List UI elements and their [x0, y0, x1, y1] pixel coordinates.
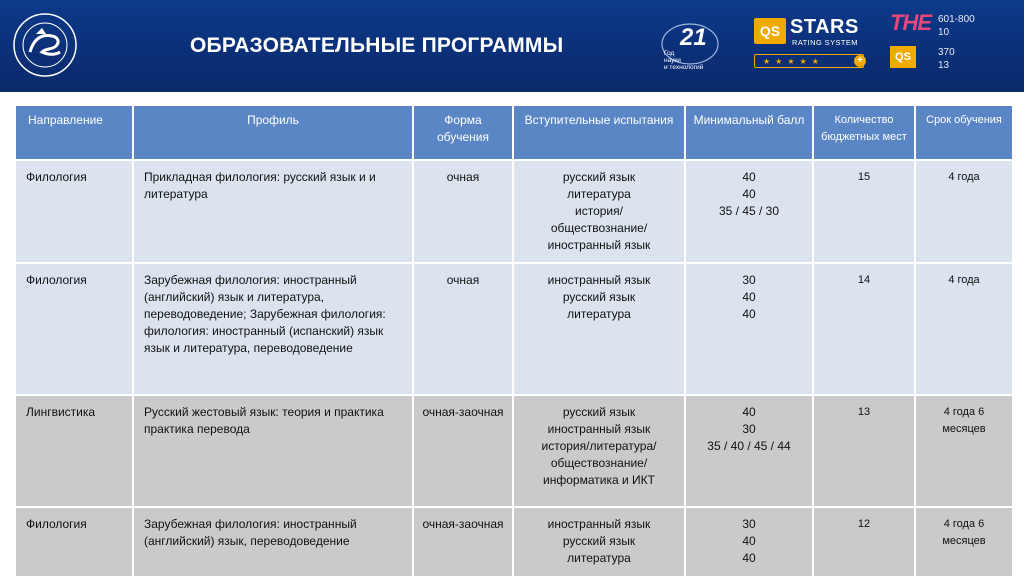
table-row	[15, 160, 1013, 263]
cell-duration: 4 года 6 месяцев	[915, 507, 1013, 577]
col-header-min-score: Минимальный балл	[685, 105, 813, 160]
the-ranking-logo: THE	[890, 10, 931, 35]
cell-budget-places: 12	[813, 507, 915, 577]
table-row	[15, 507, 1013, 577]
cell-duration: 4 года 6 месяцев	[915, 395, 1013, 507]
cell-min-score: 40 30 35 / 40 / 45 / 44	[685, 395, 813, 507]
cell-exams: иностранный язык русский язык литература	[513, 507, 685, 577]
university-emblem	[12, 12, 78, 78]
the-rank-range: 601-800	[938, 14, 975, 25]
cell-profile: Прикладная филология: русский язык и и литература	[133, 160, 413, 263]
cell-min-score: 30 40 40	[685, 507, 813, 577]
qs-rank: 370	[938, 47, 955, 58]
qs-stars-logo	[754, 16, 866, 72]
cell-form: очная-заочная	[413, 507, 513, 577]
qs-rank-sub: 13	[938, 60, 950, 71]
col-header-duration: Срок обучения	[915, 105, 1013, 160]
table-header-row	[15, 105, 1013, 160]
cell-budget-places: 13	[813, 395, 915, 507]
cell-duration: 4 года	[915, 263, 1013, 395]
cell-direction: Филология	[15, 160, 133, 263]
star-plus-icon: +	[854, 55, 866, 67]
cell-exams: русский язык литература история/ обществознание/ иностранный язык	[513, 160, 685, 263]
cell-profile: Зарубежная филология: иностранный (английский) язык, переводоведение	[133, 507, 413, 577]
cell-profile: Русский жестовый язык: теория и практика практика перевода	[133, 395, 413, 507]
stars-subtitle: RATING SYSTEM	[792, 38, 858, 47]
col-header-direction: Направление	[15, 105, 133, 160]
cell-direction: Лингвистика	[15, 395, 133, 507]
cell-duration: 4 года	[915, 160, 1013, 263]
page-title: ОБРАЗОВАТЕЛЬНЫЕ ПРОГРАММЫ	[190, 34, 564, 57]
the-rank-sub: 10	[938, 27, 950, 38]
star-rating-icon: ★★★★★	[754, 54, 864, 68]
cell-min-score: 40 40 35 / 45 / 30	[685, 160, 813, 263]
year-badge-text: Год науки и технологий	[664, 50, 704, 71]
col-header-exams: Вступительные испытания	[513, 105, 685, 160]
cell-exams: иностранный язык русский язык литература	[513, 263, 685, 395]
table-row	[15, 395, 1013, 507]
col-header-budget-places: Количество бюджетных мест	[813, 105, 915, 160]
cell-exams: русский язык иностранный язык история/литература/ обществознание/ информатика и ИКТ	[513, 395, 685, 507]
year-badge-number: 21	[680, 24, 707, 51]
cell-budget-places: 14	[813, 263, 915, 395]
qs-ranking-logo: QS	[890, 46, 916, 68]
programs-table	[14, 104, 1014, 578]
cell-budget-places: 15	[813, 160, 915, 263]
col-header-profile: Профиль	[133, 105, 413, 160]
cell-form: очная-заочная	[413, 395, 513, 507]
col-header-form: Форма обучения	[413, 105, 513, 160]
table-row	[15, 263, 1013, 395]
header-bar	[0, 0, 1024, 92]
stars-title: STARS	[790, 16, 859, 38]
cell-form: очная	[413, 263, 513, 395]
cell-direction: Филология	[15, 507, 133, 577]
cell-direction: Филология	[15, 263, 133, 395]
cell-min-score: 30 40 40	[685, 263, 813, 395]
year-of-science-badge	[650, 18, 720, 74]
cell-form: очная	[413, 160, 513, 263]
cell-profile: Зарубежная филология: иностранный (английский) язык и литература, переводоведение; Зарубежная филология: филология: иностранный (испанский) язык язык и литература, переводоведение	[133, 263, 413, 395]
qs-logo-box: QS	[754, 18, 786, 44]
